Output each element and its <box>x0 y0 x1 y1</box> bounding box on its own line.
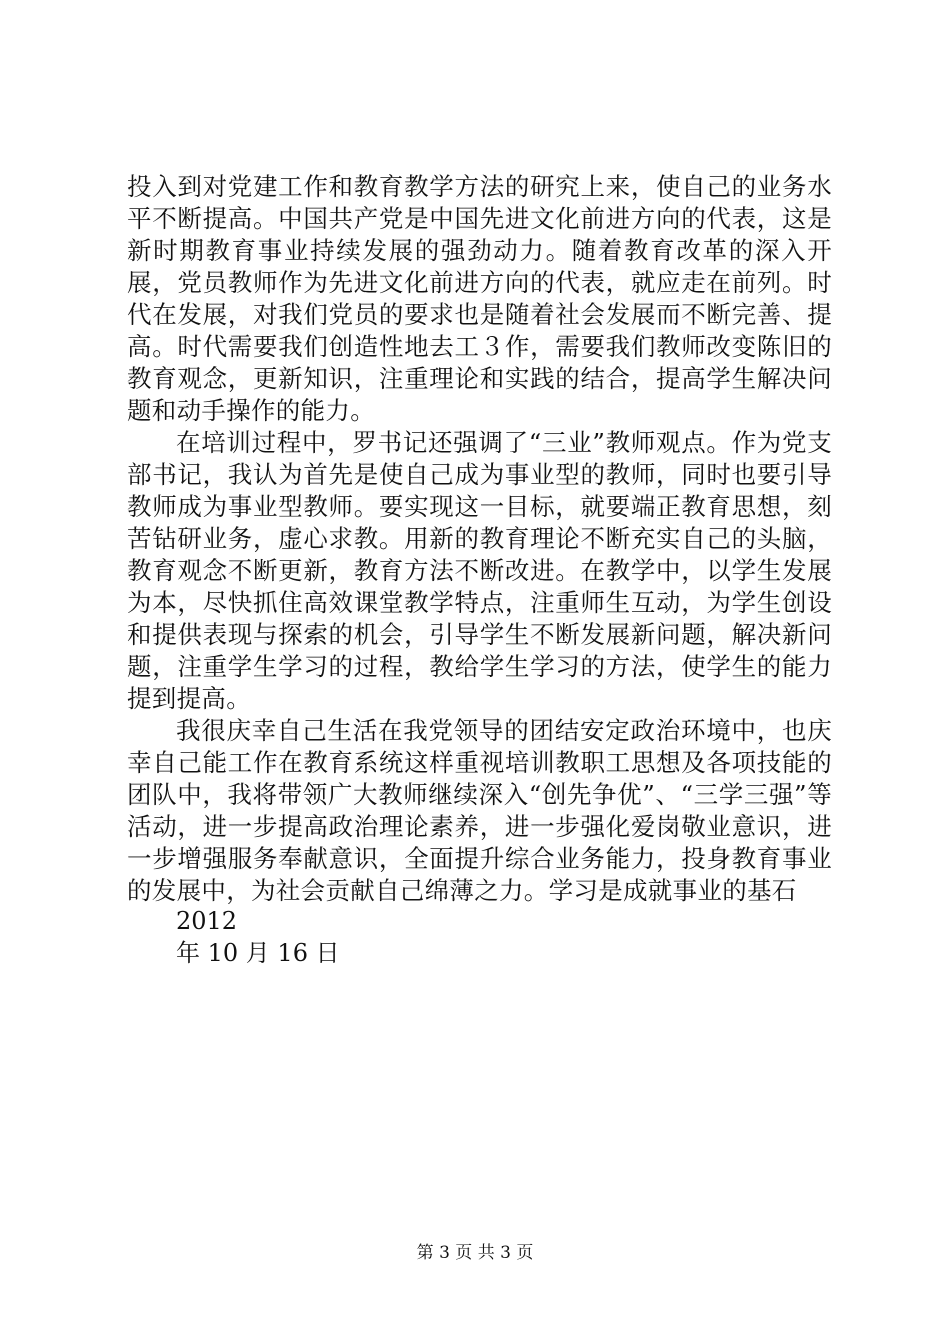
paragraph-1: 投入到对党建工作和教育教学方法的研究上来，使自己的业务水平不断提高。中国共产党是中国先进文化前进方向的代表，这是新时期教育事业持续发展的强劲动力。随着教育改革的深入开展，党员教师作为先进文化前进方向的代表，就应走在前列。时代在发展，对我们党员的要求也是随着社会发展而不断完善、提高。时代需要我们创造性地去工３作，需要我们教师改变陈旧的教育观念，更新知识，注重理论和实践的结合，提高学生解决问题和动手操作的能力。 <box>127 172 832 425</box>
date-month-day: 年 10 月 16 日 <box>176 939 340 967</box>
paragraph-2: 在培训过程中，罗书记还强调了“三业”教师观点。作为党支部书记，我认为首先是使自己成为事业型的教师，同时也要引导教师成为事业型教师。要实现这一目标，就要端正教育思想，刻苦钻研业务，虚心求教。用新的教育理论不断充实自己的头脑，教育观念不断更新，教育方法不断改进。在教学中，以学生发展为本，尽快抓住高效课堂教学特点，注重师生互动，为学生创设和提供表现与探索的机会，引导学生不断发展新问题，解决新问题，注重学生学习的过程，教给学生学习的方法，使学生的能力提到提高。 <box>127 428 832 713</box>
date-year: 2012 <box>176 907 238 935</box>
paragraph-3: 我很庆幸自己生活在我党领导的团结安定政治环境中，也庆幸自己能工作在教育系统这样重视培训教职工思想及各项技能的团队中，我将带领广大教师继续深入“创先争优”、“三学三强”等活动，进一步提高政治理论素养，进一步强化爱岗敬业意识，进一步增强服务奉献意识，全面提升综合业务能力，投身教育事业的发展中，为社会贡献自己绵薄之力。学习是成就事业的基石 <box>127 716 832 905</box>
date-block <box>176 905 340 969</box>
document-body <box>127 171 832 907</box>
page-footer: 第 3 页 共 3 页 <box>416 1243 534 1263</box>
